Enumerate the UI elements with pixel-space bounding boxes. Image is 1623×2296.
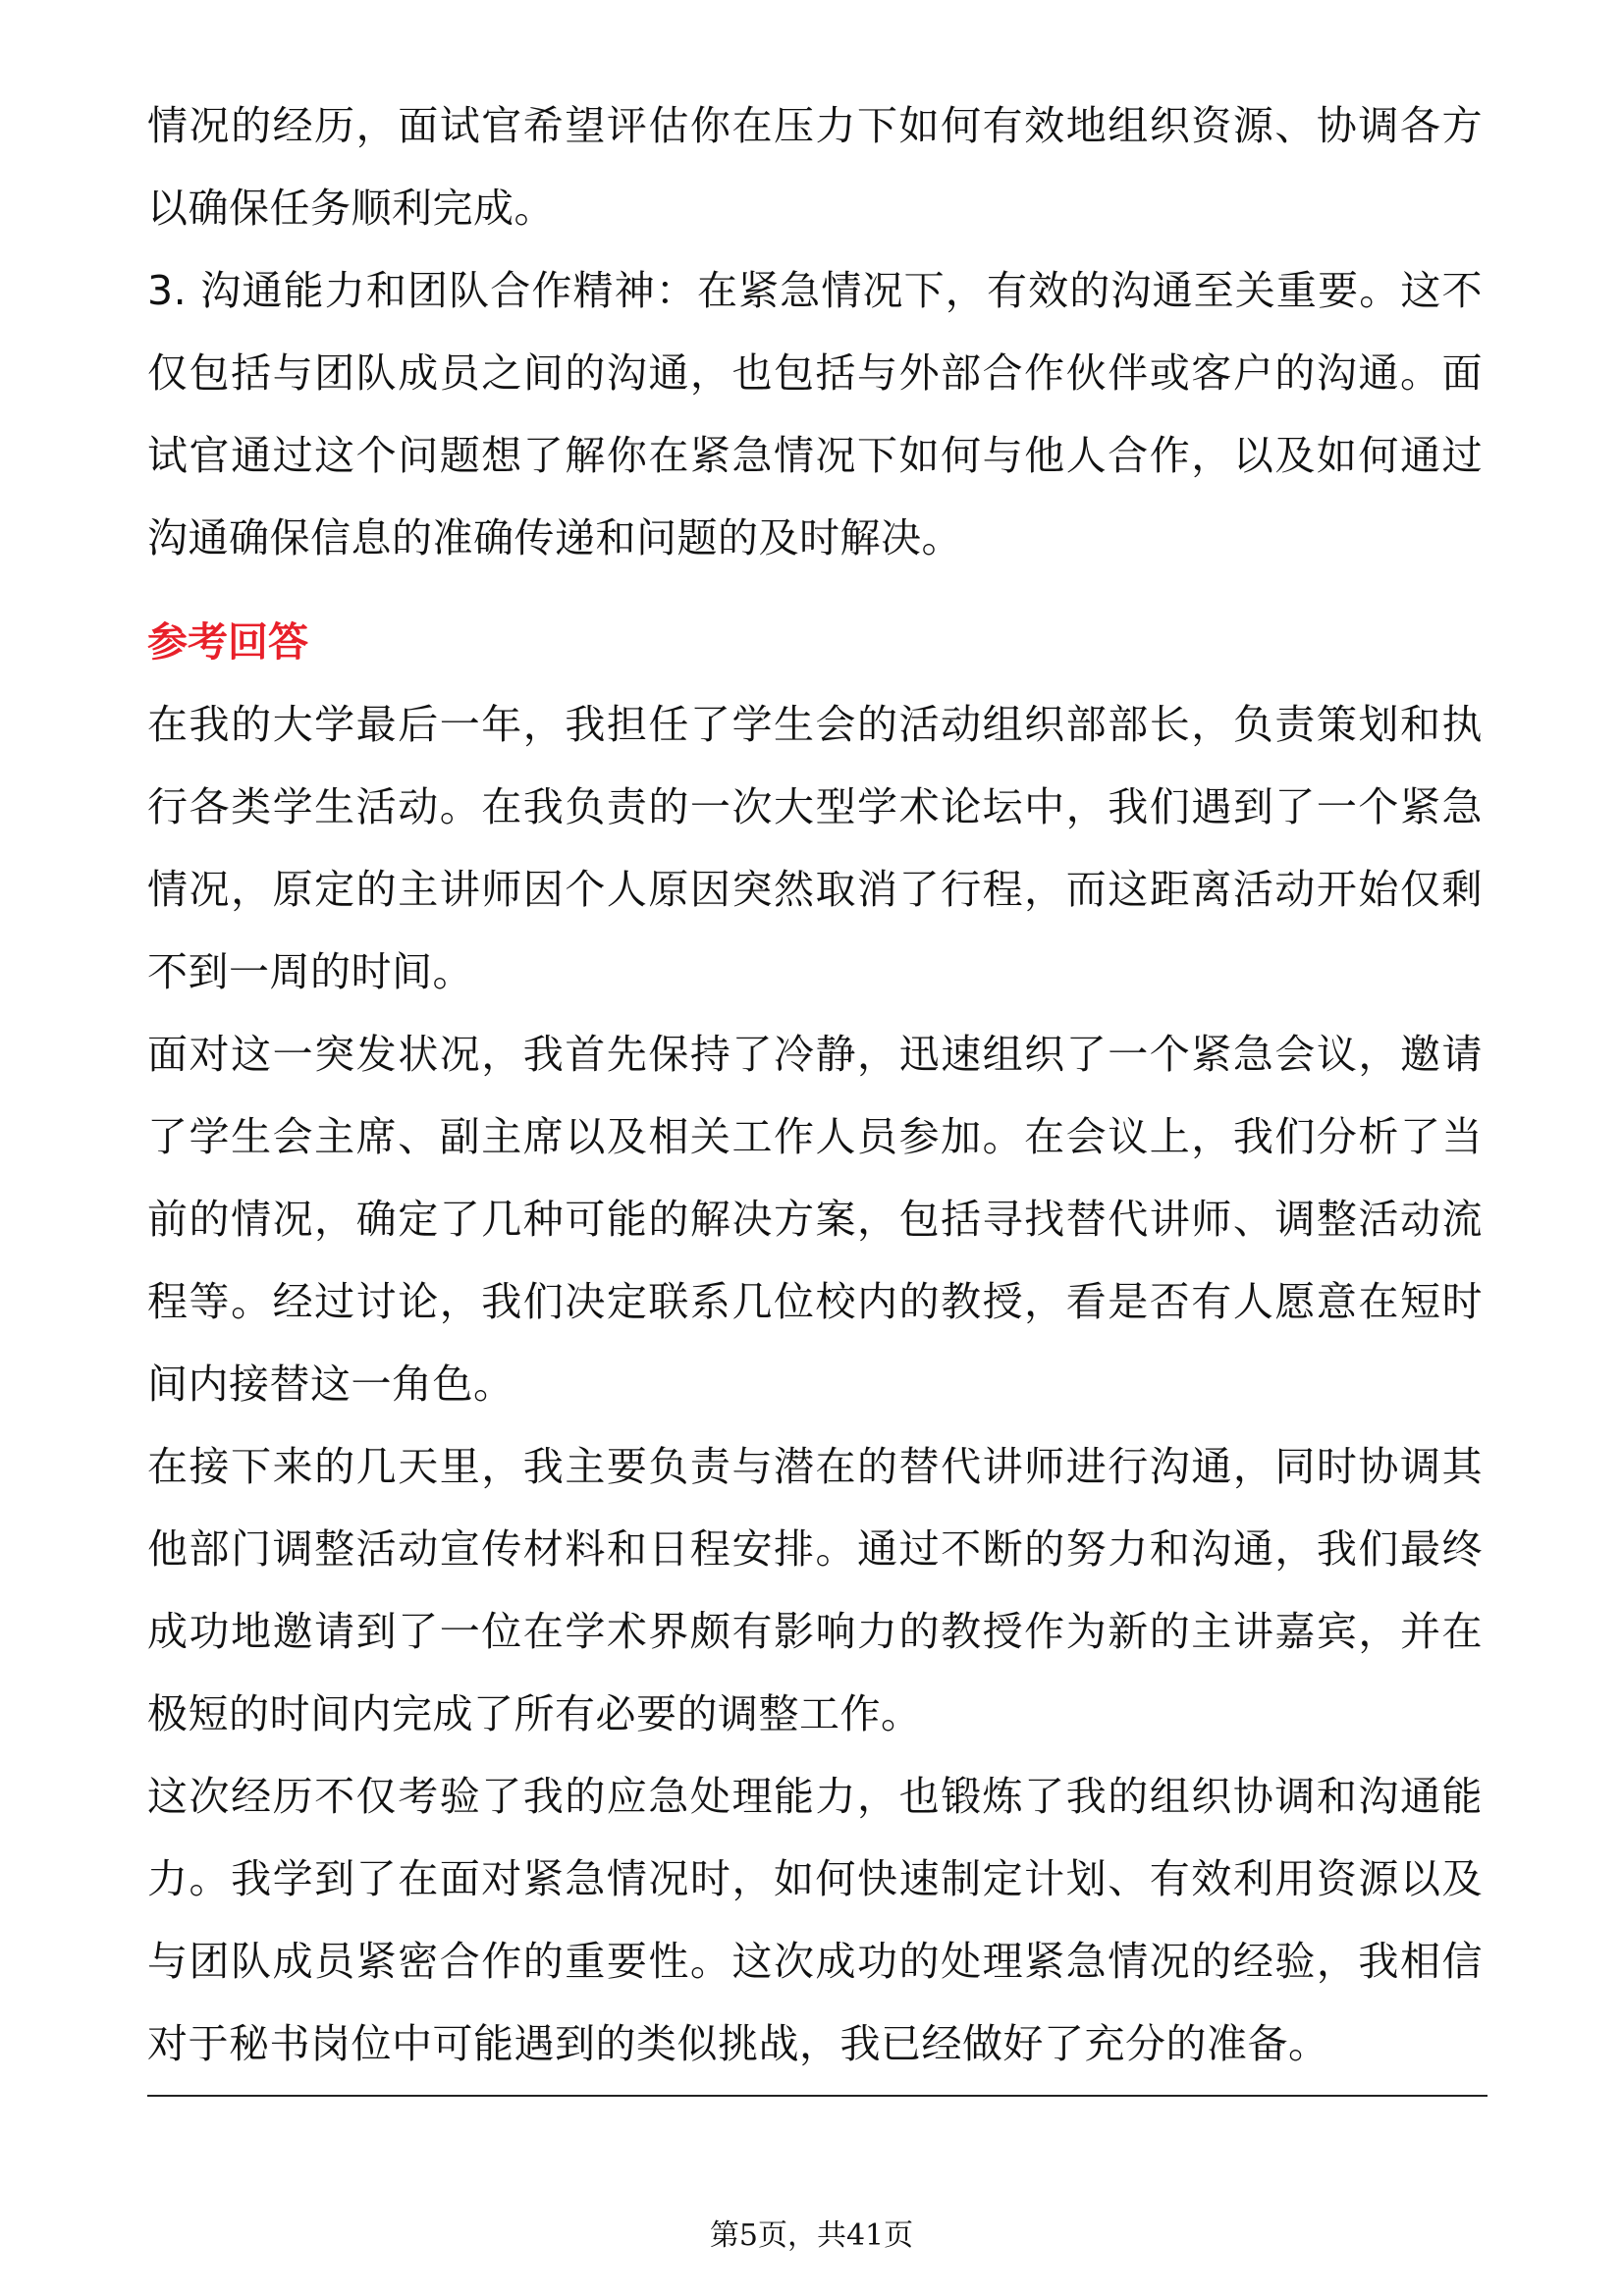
page-number: 第5页，共41页	[709, 2218, 914, 2253]
answer-paragraph-situation: 在我的大学最后一年，我担任了学生会的活动组织部部长，负责策划和执行各类学生活动。在我负责的一次大型学术论坛中，我们遇到了一个紧急情况，原定的主讲师因个人原因突然取消了行程，而这距离活动开始仅剩不到一周的时间。	[147, 701, 1483, 995]
paragraph-communication-teamwork: 3. 沟通能力和团队合作精神：在紧急情况下，有效的沟通至关重要。这不仅包括与团队成员之间的沟通，也包括与外部合作伙伴或客户的沟通。面试官通过这个问题想了解你在紧急情况下如何与他人合作，以及如何通过沟通确保信息的准确传递和问题的及时解决。	[147, 267, 1483, 561]
paragraph-interview-context: 情况的经历，面试官希望评估你在压力下如何有效地组织资源、协调各方以确保任务顺利完成。	[147, 102, 1483, 232]
footer-divider	[147, 2095, 1488, 2097]
answer-paragraph-action: 面对这一突发状况，我首先保持了冷静，迅速组织了一个紧急会议，邀请了学生会主席、副主席以及相关工作人员参加。在会议上，我们分析了当前的情况，确定了几种可能的解决方案，包括寻找替代讲师、调整活动流程等。经过讨论，我们决定联系几位校内的教授，看是否有人愿意在短时间内接替这一角色。	[147, 1031, 1483, 1408]
document-body	[147, 84, 1483, 2085]
section-heading-reference-answer: 参考回答	[147, 618, 308, 666]
answer-paragraph-follow-up: 在接下来的几天里，我主要负责与潜在的替代讲师进行沟通，同时协调其他部门调整活动宣传材料和日程安排。通过不断的努力和沟通，我们最终成功地邀请到了一位在学术界颇有影响力的教授作为新的主讲嘉宾，并在极短的时间内完成了所有必要的调整工作。	[147, 1443, 1483, 1737]
answer-paragraph-reflection: 这次经历不仅考验了我的应急处理能力，也锻炼了我的组织协调和沟通能力。我学到了在面对紧急情况时，如何快速制定计划、有效利用资源以及与团队成员紧密合作的重要性。这次成功的处理紧急情况的经验，我相信对于秘书岗位中可能遇到的类似挑战，我已经做好了充分的准备。	[147, 1773, 1483, 2067]
